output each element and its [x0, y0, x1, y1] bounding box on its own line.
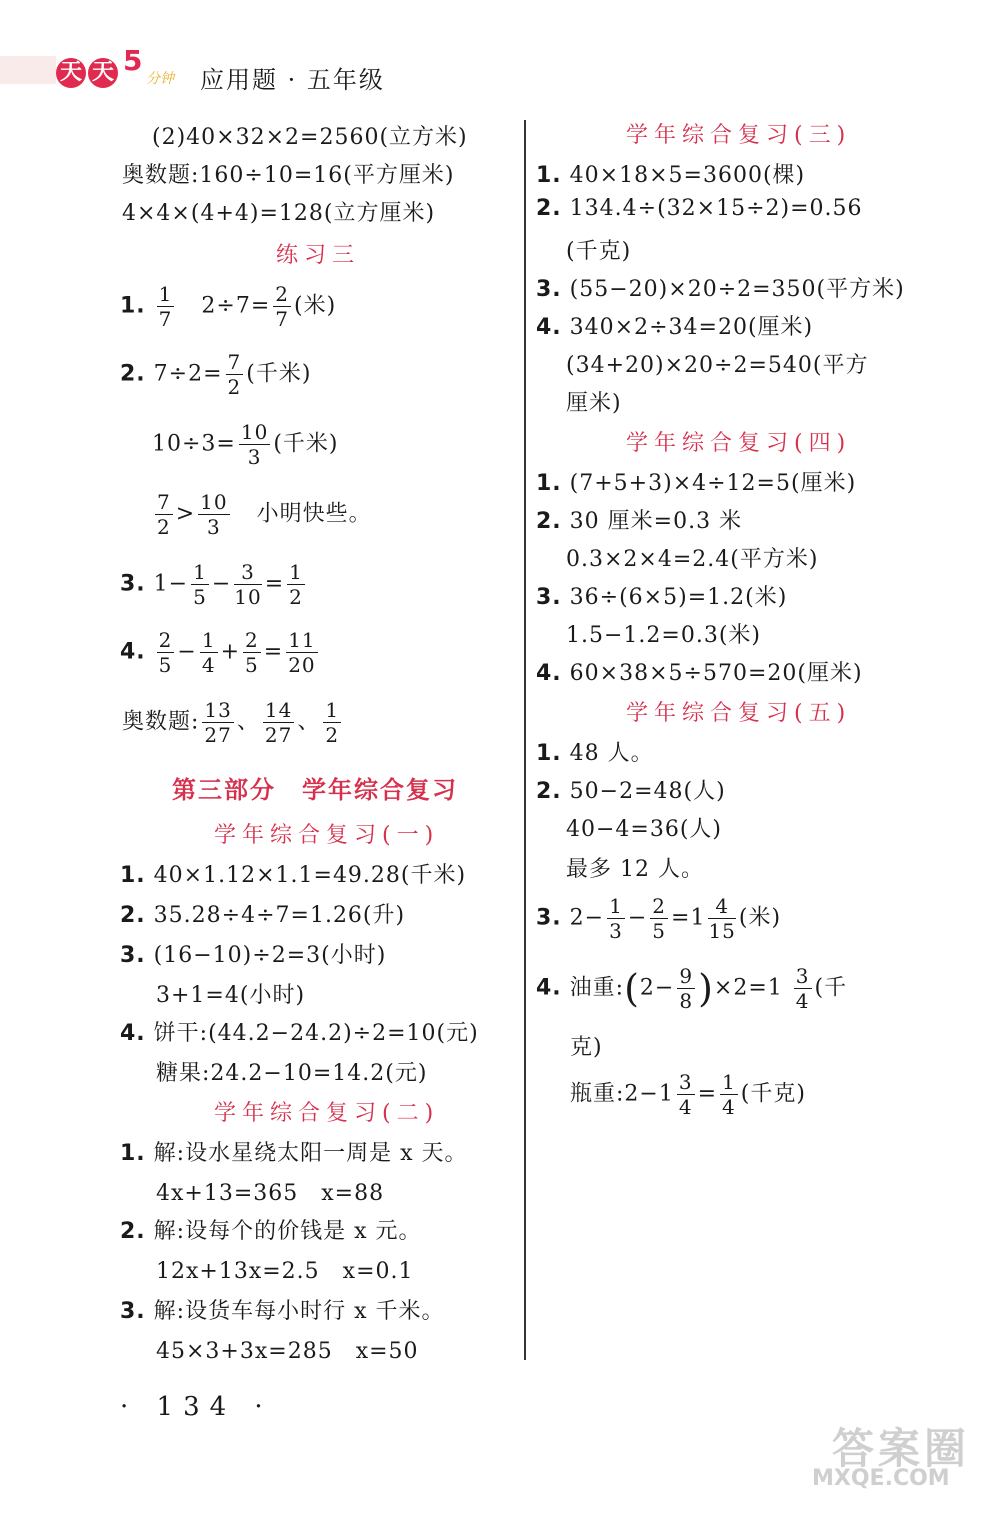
fraction: $\frac{3}{10}$: [234, 560, 262, 609]
answer-line: 厘米): [566, 391, 622, 416]
answer-line: [536, 158, 805, 189]
answer-line: 奥数题:160÷10=16(平方厘米): [122, 163, 455, 188]
page-header: [0, 44, 420, 98]
answer-line: 糖果:24.2−10=14.2(元): [156, 1061, 428, 1086]
section-heading: 练习三: [276, 243, 361, 268]
answer-line: [120, 350, 311, 399]
section-heading: 学年综合复习(五): [626, 701, 852, 726]
question-number: 4.: [536, 975, 562, 1001]
answer-line: 12x+13x=2.5 x=0.1: [156, 1259, 414, 1284]
section-heading: 学年综合复习(四): [626, 431, 852, 456]
logo-badge: 天: [88, 58, 118, 88]
answer-line: [120, 938, 386, 969]
answer-line: 最多 12 人。: [566, 857, 704, 882]
question-number: 2.: [536, 196, 562, 221]
answer-line: [536, 774, 726, 805]
expression: 7÷2=: [153, 361, 223, 387]
expression: 340×2÷34=20(厘米): [569, 315, 814, 340]
fraction: $\frac{2}{5}$: [245, 628, 259, 677]
expression: 50−2=48(人): [569, 779, 726, 804]
question-number: 1.: [120, 293, 146, 319]
answer-line: 1.5−1.2=0.3(米): [566, 623, 761, 648]
answer-line: $\frac{7}{2}$ > $\frac{10}{3}$ 小明快些。: [157, 490, 372, 539]
header-decoration: [0, 56, 56, 84]
answer-line: [152, 420, 338, 469]
fraction: $\frac{3}{4}$: [678, 1070, 693, 1119]
answer-line: [120, 898, 405, 929]
unit: (千米): [246, 361, 312, 387]
fraction: $\frac{7}{2}$: [157, 490, 171, 539]
question-number: 1.: [536, 741, 562, 766]
answer-line: 克): [570, 1035, 603, 1060]
fraction: $\frac{1}{2}$: [289, 560, 303, 609]
conclusion-text: 小明快些。: [256, 501, 372, 527]
question-number: 2.: [536, 779, 562, 804]
part-heading: 第三部分 学年综合复习: [172, 775, 458, 804]
expression: (55−20)×20÷2=350(平方米): [569, 277, 905, 302]
expression: 48 人。: [569, 741, 654, 766]
question-number: 3.: [120, 1299, 146, 1324]
question-number: 2.: [120, 903, 146, 928]
watermark-url: MXQE.COM: [812, 1466, 950, 1491]
logo-badge: 天: [56, 58, 86, 88]
answer-line: 奥数题: $\frac{13}{27}$ 、 $\frac{14}{27}$ 、 $\frac{1}{2}$: [122, 698, 340, 747]
expression: 10÷3=: [152, 431, 236, 457]
fraction: $\frac{1}{3}$: [609, 894, 623, 943]
answer-line: (2)40×32×2=2560(立方米): [152, 125, 468, 150]
expression: 2÷7=: [201, 293, 271, 319]
fraction: $\frac{10}{3}$: [200, 490, 228, 539]
fraction: $\frac{14}{27}$: [264, 698, 293, 747]
question-number: 1.: [120, 1141, 146, 1166]
logo-script: 分钟: [146, 71, 174, 87]
expression: (16−10)÷2=3(小时): [153, 943, 387, 968]
question-number: 3.: [536, 585, 562, 610]
question-number: 3.: [120, 943, 146, 968]
book-subject: 应用题 · 五年级: [200, 66, 385, 94]
answer-line: 瓶重:2−1 $\frac{3}{4}$ = $\frac{1}{4}$ (千克): [570, 1070, 806, 1119]
question-number: 3.: [120, 571, 146, 597]
fraction: $\frac{2}{5}$: [158, 628, 173, 677]
unit: (千克): [740, 1081, 806, 1107]
column-divider: [524, 120, 526, 1360]
question-number: 3.: [536, 277, 562, 302]
expression: (7+5+3)×4÷12=5(厘米): [569, 471, 857, 496]
answer-line: [120, 1016, 479, 1047]
expression: 35.28÷4÷7=1.26(升): [153, 903, 406, 928]
fraction: $\frac{1}{5}$: [193, 560, 207, 609]
answer-line: [536, 504, 742, 535]
answer-line: [120, 1214, 421, 1245]
answer-line: [536, 310, 813, 341]
answer-line: 4. 油重:(2− $\frac{9}{8}$ )×2=1 $\frac{3}{4}$ (千: [536, 964, 848, 1013]
question-number: 2.: [536, 509, 562, 534]
answer-line: [536, 736, 654, 767]
page-number: · 134 ·: [120, 1392, 273, 1422]
answer-line: 3. 1− $\frac{1}{5}$ − $\frac{3}{10}$ = $\frac{1}{2}$: [120, 560, 303, 609]
fraction: $\frac{13}{27}$: [204, 698, 232, 747]
question-number: 4.: [536, 315, 562, 340]
expression: 30 厘米=0.3 米: [569, 509, 743, 534]
section-heading: 学年综合复习(一): [214, 823, 440, 848]
expression: 40×18×5=3600(棵): [569, 163, 806, 188]
expression: 36÷(6×5)=1.2(米): [569, 585, 788, 610]
question-number: 2.: [120, 1219, 146, 1244]
question-number: 1.: [536, 163, 562, 188]
answer-line: 4. $\frac{2}{5}$ − $\frac{1}{4}$ + $\frac{2}{5}$ = $\frac{11}{20}$: [120, 628, 316, 677]
section-heading: 学年综合复习(三): [626, 123, 852, 148]
answer-line: 3. 2− $\frac{1}{3}$ − $\frac{2}{5}$ =1 $\frac{4}{15}$ (米): [536, 894, 782, 943]
question-number: 4.: [120, 1021, 146, 1046]
watermark-logo: [792, 1416, 982, 1496]
fraction: $\frac{2}{5}$: [652, 894, 667, 943]
question-number: 1.: [536, 471, 562, 496]
answer-line: [120, 1136, 467, 1167]
fraction: $\frac{7}{2}$: [227, 350, 242, 399]
fraction: $\frac{1}{4}$: [722, 1070, 736, 1119]
fraction: $\frac{11}{20}$: [288, 628, 316, 677]
label: 瓶重:2−1: [570, 1081, 674, 1107]
question-number: 4.: [120, 639, 146, 665]
question-number: 3.: [536, 905, 562, 931]
fraction: $\frac{1}{7}$: [158, 282, 173, 331]
unit: (米): [738, 905, 782, 931]
fraction: $\frac{4}{15}$: [708, 894, 736, 943]
answer-line: 45×3+3x=285 x=50: [156, 1339, 419, 1364]
logo-five: 5: [123, 44, 143, 77]
answer-line: [536, 580, 787, 611]
watermark-text: 答案圈: [832, 1424, 971, 1473]
unit: (米): [294, 293, 337, 319]
label: 奥数题:: [122, 709, 200, 735]
answer-line: 0.3×2×4=2.4(平方米): [566, 547, 819, 572]
answer-line: [536, 466, 856, 497]
answer-line: 3+1=4(小时): [156, 983, 306, 1008]
fraction: $\frac{9}{8}$: [679, 964, 694, 1013]
answer-line: [120, 858, 466, 889]
label: 油重:: [569, 975, 625, 1001]
section-heading: 学年综合复习(二): [214, 1101, 440, 1126]
expression: 解:设水星绕太阳一周是 x 天。: [153, 1141, 468, 1166]
question-number: 2.: [120, 361, 146, 387]
answer-line: [120, 282, 336, 331]
answer-line: (34+20)×20÷2=540(平方: [566, 353, 869, 378]
answer-line: [536, 272, 905, 303]
fraction: $\frac{1}{2}$: [325, 698, 340, 747]
fraction: $\frac{3}{4}$: [795, 964, 810, 1013]
answer-line: 40−4=36(人): [566, 817, 723, 842]
expression: 解:设每个的价钱是 x 元。: [153, 1219, 422, 1244]
unit: (千米): [273, 431, 339, 457]
expression: 134.4÷(32×15÷2)=0.56: [569, 196, 863, 221]
answer-line: [120, 1294, 444, 1325]
fraction: $\frac{10}{3}$: [240, 420, 269, 469]
fraction: $\frac{2}{7}$: [275, 282, 289, 331]
question-number: 1.: [120, 863, 146, 888]
fraction: $\frac{1}{4}$: [201, 628, 216, 677]
answer-line: 4x+13=365 x=88: [156, 1181, 385, 1206]
expression: 40×1.12×1.1=49.28(千米): [153, 863, 467, 888]
answer-line: 4×4×(4+4)=128(立方厘米): [122, 201, 436, 226]
expression: 解:设货车每小时行 x 千米。: [153, 1299, 445, 1324]
answer-line: [536, 656, 863, 687]
unit: (千: [814, 975, 848, 1001]
expression: 饼干:(44.2−24.2)÷2=10(元): [153, 1021, 479, 1046]
answer-line: [536, 196, 863, 221]
expression: 60×38×5÷570=20(厘米): [569, 661, 863, 686]
answer-line: (千克): [566, 239, 632, 264]
question-number: 4.: [536, 661, 562, 686]
